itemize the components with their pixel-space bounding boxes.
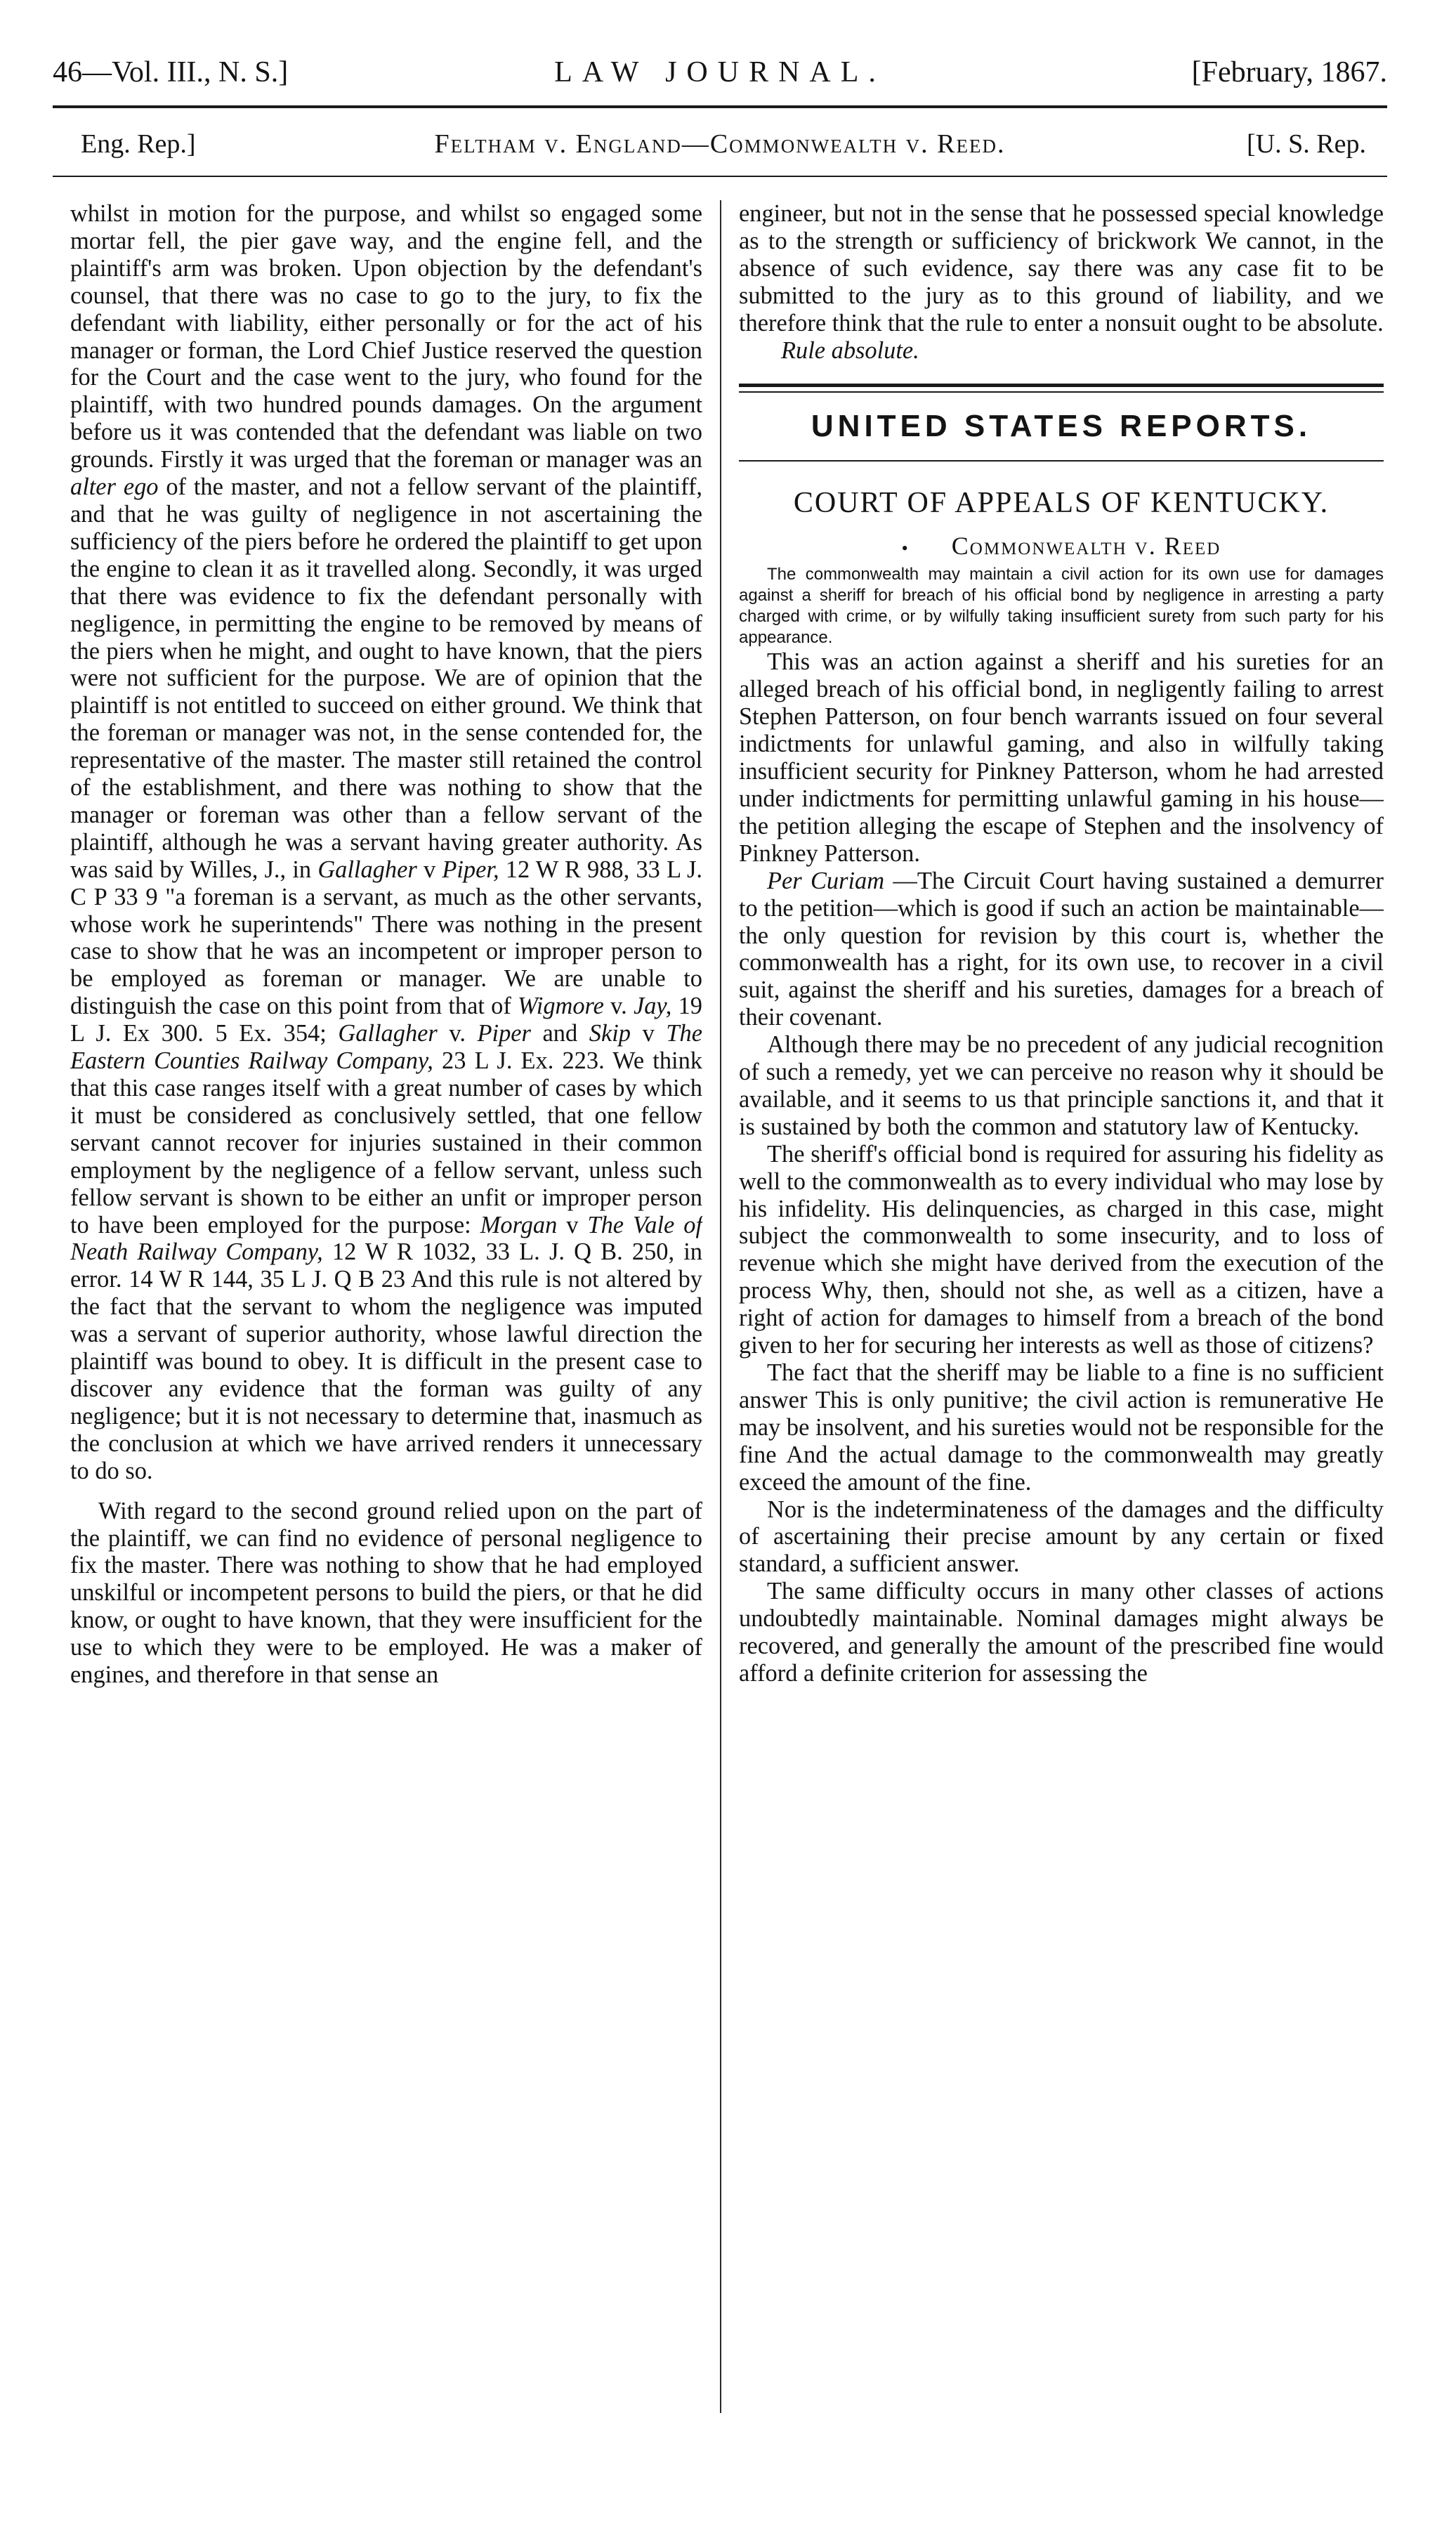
running-head [53, 48, 1387, 97]
court-heading: COURT OF APPEALS OF KENTUCKY. [793, 487, 1330, 520]
header-rule [53, 105, 1387, 108]
journal-title: LAW JOURNAL. [554, 56, 886, 89]
page-number-volume: 46—Vol. III., N. S.] [53, 56, 289, 89]
bullet-mark: • [901, 538, 910, 559]
paragraph: engineer, but not in the sense that he possessed special knowledge as to the strength or sufficiency of brickwork We cannot, in the absence of such evidence, say there was any case fit to be submitted to the jury as to this ground of liability, and we therefore think that the rule to enter a nonsuit ought to be absolute. [739, 200, 1384, 336]
paragraph: whilst in motion for the purpose, and whilst so engaged some mortar fell, the pier gave way, and the engine fell, and the plaintiff's arm was broken. Upon objection by the defendant's counsel, that there was no case to go to the jury, to fix the defendant with liability, either personally or for the act of his manager or forman, the Lord Chief Justice reserved the question for the Court and the case went to the jury, who found for the plaintiff, with two hundred pounds damages. On the argument before us it was contended that the defendant was liable on two grounds. Firstly it was urged that the foreman or manager was an alter ego of the master, and not a fellow servant of the plaintiff, and that he was guilty of negligence in not ascertaining the sufficiency of the piers before he ordered the plaintiff to get upon the engine to clean it as it travelled along. Secondly, it was urged that there was evidence to fix the defendant personally with negligence, in permitting the engine to be removed by means of the piers when he might, and ought to have known, that the piers were not sufficient for the purpose. We are of opinion that the plaintiff is not entitled to succeed on either ground. We think that the foreman or manager was not, in the sense contended for, the representative of the master. The master still retained the control of the establishment, and there was nothing to show that the manager or foreman was other than a fellow servant of the plaintiff, although he was a servant having greater authority. As was said by Willes, J., in Gallagher v Piper, 12 W R 988, 33 L J. C P 33 9 "a foreman is a servant, as much as the other servants, whose work he superintends" There was nothing in the present case to show that he was an incompetent or improper person to be employed as foreman or manager. We are unable to distinguish the case on this point from that of Wigmore v. Jay, 19 L J. Ex 300. 5 Ex. 354; Gallagher v. Piper and Skip v The Eastern Counties Railway Company, 23 L J. Ex. 223. We think that this case ranges itself with a great number of cases by which it must be considered as conclusively settled, that one fellow servant cannot recover for injuries sustained in their common employment by the negligence of a fellow servant, unless such fellow servant is shown to be either an unfit or improper person to have been employed for the purpose: Morgan v The Vale of Neath Railway Company, 12 W R 1032, 33 L. J. Q B. 250, in error. 14 W R 144, 35 L J. Q B 23 And this rule is not altered by the fact that the servant to whom the negligence was imputed was a servant of superior authority, whose lawful direction the plaintiff was bound to obey. It is difficult in the present case to discover any evidence that the forman was guilty of any negligence; but it is not necessary to determine that, inasmuch as the conclusion at which we have arrived renders it unnecessary to do so. [70, 200, 702, 1484]
case-title [739, 530, 1384, 564]
paragraph: The same difficulty occurs in many other classes of actions undoubtedly maintainable. Nominal damages might always be recovered, and generally the amount of the prescribed fine would afford a definite criterion for assessing the [739, 1578, 1384, 1687]
case-subheader [53, 123, 1387, 165]
issue-date: [February, 1867. [1191, 56, 1387, 89]
case-names: Feltham v. England—Commonwealth v. Reed. [434, 129, 1006, 159]
left-column [70, 200, 702, 2427]
subheader-rule [53, 176, 1387, 177]
paragraph: The fact that the sheriff may be liable to a fine is no sufficient answer This is only punitive; the civil action is remunerative He may be insolvent, and his sureties would not be responsible for the fine And the actual damage to the commonwealth may greatly exceed the amount of the fine. [739, 1359, 1384, 1496]
section-banner-rules [739, 384, 1384, 393]
banner-rule-thick [739, 384, 1384, 387]
column-divider [720, 200, 721, 2413]
paragraph: Nor is the indeterminateness of the damages and the difficulty of ascertaining their precise amount by any certain or fixed standard, a sufficient answer. [739, 1496, 1384, 1578]
banner-rule-thin [739, 391, 1384, 393]
right-column [739, 200, 1384, 2427]
case-title-text: Commonwealth v. Reed [951, 532, 1221, 561]
syllabus: The commonwealth may maintain a civil action for its own use for damages against a sheriff for breach of his official bond by negligence in arresting a party charged with crime, or by wilfully taking insufficient surety from such party for his appearance. [739, 565, 1384, 648]
report-source-left: Eng. Rep.] [81, 129, 196, 159]
rule-absolute: Rule absolute. [781, 336, 919, 364]
paragraph: Per Curiam —The Circuit Court having sustained a demurrer to the petition—which is good if such an action be maintainable—the only question for revision by this court is, whether the commonwealth has a right, for its own use, to recover in a civil suit, against the sheriff and his sureties, damages for a breach of their covenant. [739, 867, 1384, 1031]
per-curiam: Per Curiam [767, 867, 885, 894]
paragraph: This was an action against a sheriff and his sureties for an alleged breach of his official bond, in negligently failing to arrest Stephen Patterson, on four bench warrants issued on four several indictments for unlawful gaming, and also in wilfully taking insufficient security for Pinkney Patterson, whom he had arrested under indictments for permitting unlawful gaming in his house—the petition alleging the escape of Stephen and the insolvency of Pinkney Patterson. [739, 648, 1384, 867]
paragraph: Although there may be no precedent of any judicial recognition of such a remedy, yet we can perceive no reason why it should be available, and it seems to us that principle sanctions it, and that it is sustained by both the common and statutory law of Kentucky. [739, 1031, 1384, 1140]
banner-rule-bottom [739, 460, 1384, 462]
section-banner: UNITED STATES REPORTS. [811, 409, 1312, 444]
paragraph: With regard to the second ground relied upon on the part of the plaintiff, we can find no evidence of personal negligence to fix the master. There was nothing to show that he had employed unskilful or incompetent persons to build the piers, or that he did know, or ought to have known, that they were insufficient for the use to which they were to be employed. He was a maker of engines, and therefore in that sense an [70, 1497, 702, 1689]
paragraph: The sheriff's official bond is required for assuring his fidelity as well to the commonwealth as to every individual who may lose by his infidelity. His delinquencies, as charged in this case, might subject the commonwealth to some insecurity, and to loss of revenue which she might have derived from the execution of the process Why, then, should not she, as well as a citizen, have a right of action for damages to himself from a breach of the bond given to her for securing her interests as well as those of citizens? [739, 1140, 1384, 1359]
report-source-right: [U. S. Rep. [1247, 129, 1366, 159]
